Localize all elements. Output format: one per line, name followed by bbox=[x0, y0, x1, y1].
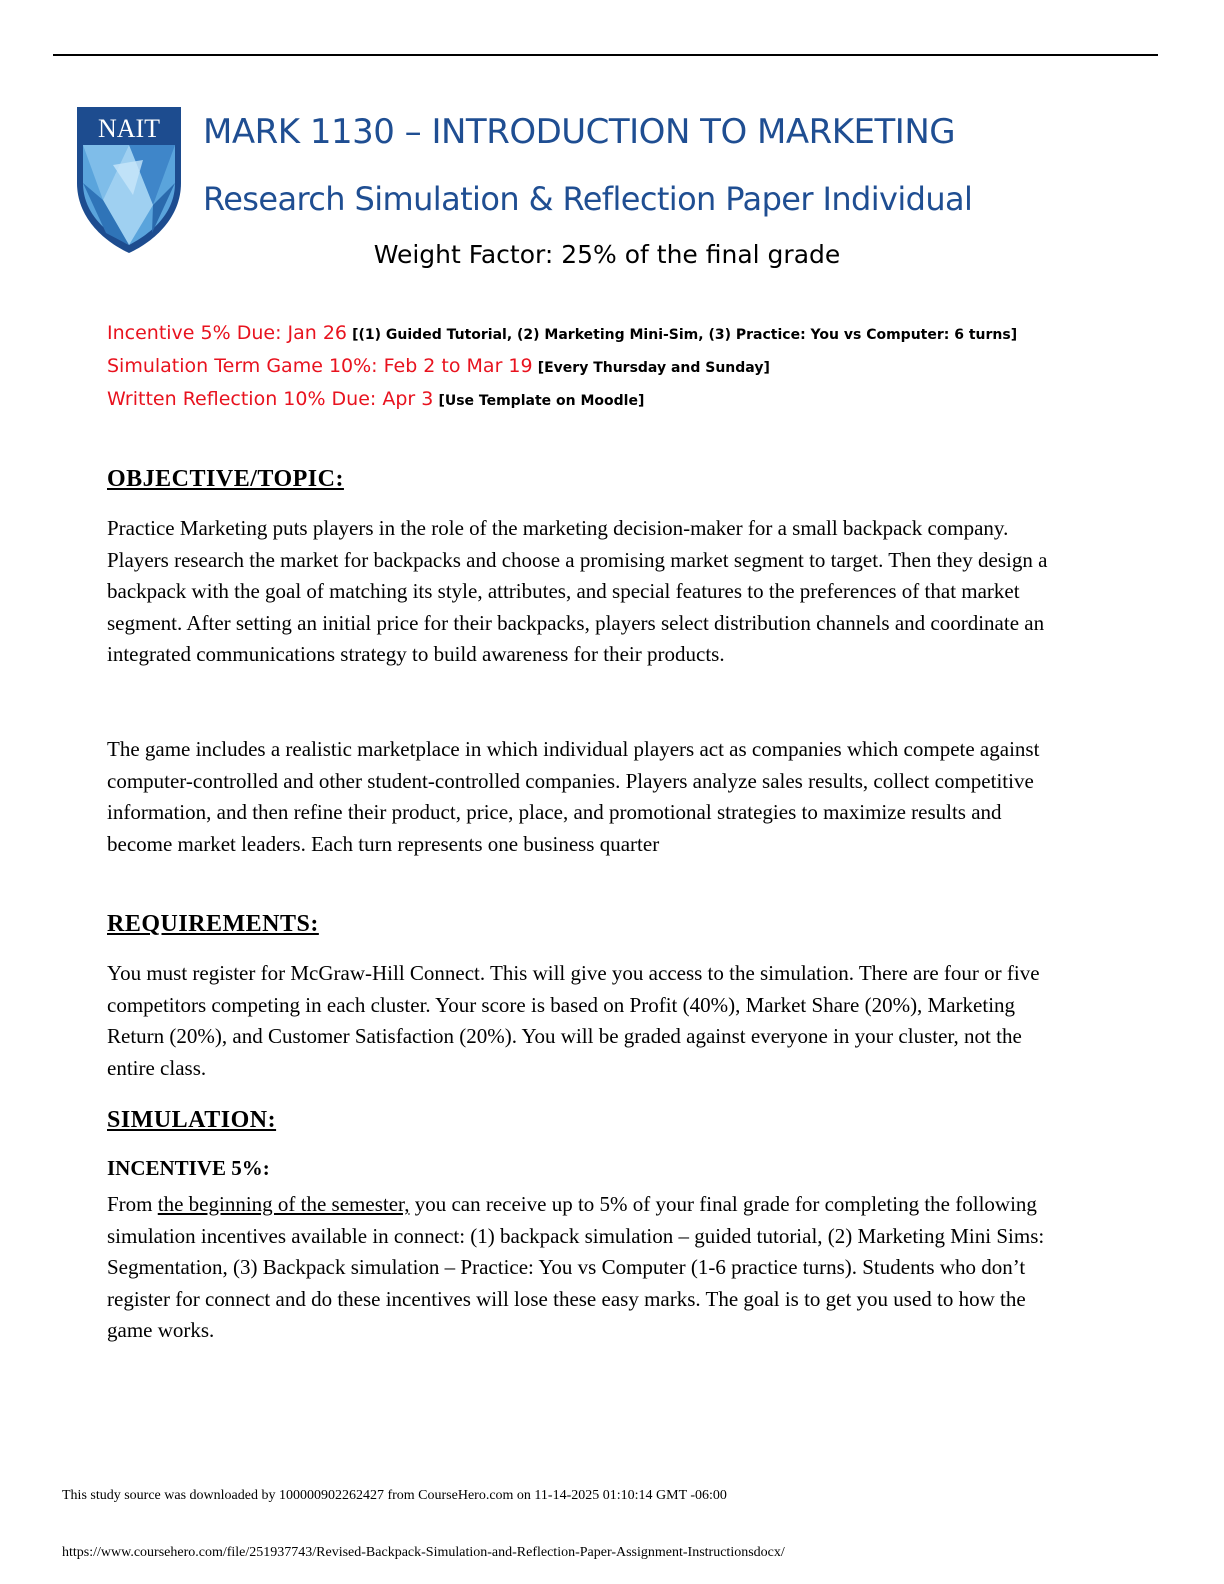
simulation-heading: SIMULATION: bbox=[107, 1107, 277, 1133]
objective-paragraph-2: The game includes a realistic marketplace in which individual players act as companies which compete against computer-controlled and other student-controlled companies. Players analyze sales results, collect competitive information, and then refine their product, price, place, and promotional strategies to maximize results and become market leaders. Each turn represents one business quarter bbox=[107, 737, 1040, 856]
top-rule bbox=[53, 54, 1158, 56]
weight-factor: Weight Factor: 25% of the final grade bbox=[373, 240, 841, 269]
deadline-reflection bbox=[107, 388, 644, 410]
source-url[interactable]: https://www.coursehero.com/file/251937743/Revised-Backpack-Simulation-and-Reflection-Paper-Assignment-Instructionsdocx/ bbox=[62, 1545, 785, 1560]
semester-start-text: the beginning of the semester, bbox=[157, 1192, 410, 1216]
deadline-note: [(1) Guided Tutorial, (2) Marketing Mini-Sim, (3) Practice: You vs Computer: 6 turns] bbox=[352, 327, 1018, 343]
deadline-label: Written Reflection 10% Due: Apr 3 bbox=[107, 388, 434, 410]
course-title: MARK 1130 – INTRODUCTION TO MARKETING bbox=[203, 112, 956, 152]
incentive-subheading: INCENTIVE 5%: bbox=[107, 1156, 270, 1180]
deadline-label: Simulation Term Game 10%: Feb 2 to Mar 19 bbox=[107, 355, 533, 377]
objective-heading: OBJECTIVE/TOPIC: bbox=[107, 466, 344, 492]
deadline-simulation bbox=[107, 355, 770, 377]
deadline-note: [Every Thursday and Sunday] bbox=[537, 360, 770, 376]
objective-paragraph-1: Practice Marketing puts players in the role of the marketing decision-maker for a small backpack company. Players research the market for backpacks and choose a promising market segment to target. Then they design a backpack with the goal of matching its style, attributes, and special features to the preferences of that market segment. After setting an initial price for their backpacks, players select distribution channels and coordinate an integrated communications strategy to build awareness for their products. bbox=[107, 516, 1048, 666]
requirements-paragraph: You must register for McGraw-Hill Connect. This will give you access to the simulation. There are four or five competitors competing in each cluster. Your score is based on Profit (40%), Market Share (20%), Marketing Return (20%), and Customer Satisfaction (20%). You will be graded against everyone in your cluster, not the entire class. bbox=[107, 961, 1040, 1080]
incentive-paragraph: From the beginning of the semester, you can receive up to 5% of your final grade for completing the following simulation incentives available in connect: (1) backpack simulation – guided tutorial, (2) Marketing Mini Sims: Segmentation, (3) Backpack simulation – Practice: You vs Computer (1-6 practice turns). Students who don’t register for connect and do these incentives will lose these easy marks. The goal is to get you used to how the game works. bbox=[107, 1192, 1045, 1342]
deadline-note: [Use Template on Moodle] bbox=[438, 393, 645, 409]
deadline-label: Incentive 5% Due: Jan 26 bbox=[107, 322, 348, 344]
nait-shield-logo bbox=[73, 105, 185, 255]
deadline-incentive bbox=[107, 322, 1017, 344]
download-source-note: This study source was downloaded by 100000902262427 from CourseHero.com on 11-14-2025 01:10:14 GMT -06:00 bbox=[62, 1488, 727, 1503]
requirements-heading: REQUIREMENTS: bbox=[107, 911, 319, 937]
assignment-subtitle: Research Simulation & Reflection Paper Individual bbox=[203, 180, 973, 218]
logo-text: NAIT bbox=[97, 114, 161, 143]
